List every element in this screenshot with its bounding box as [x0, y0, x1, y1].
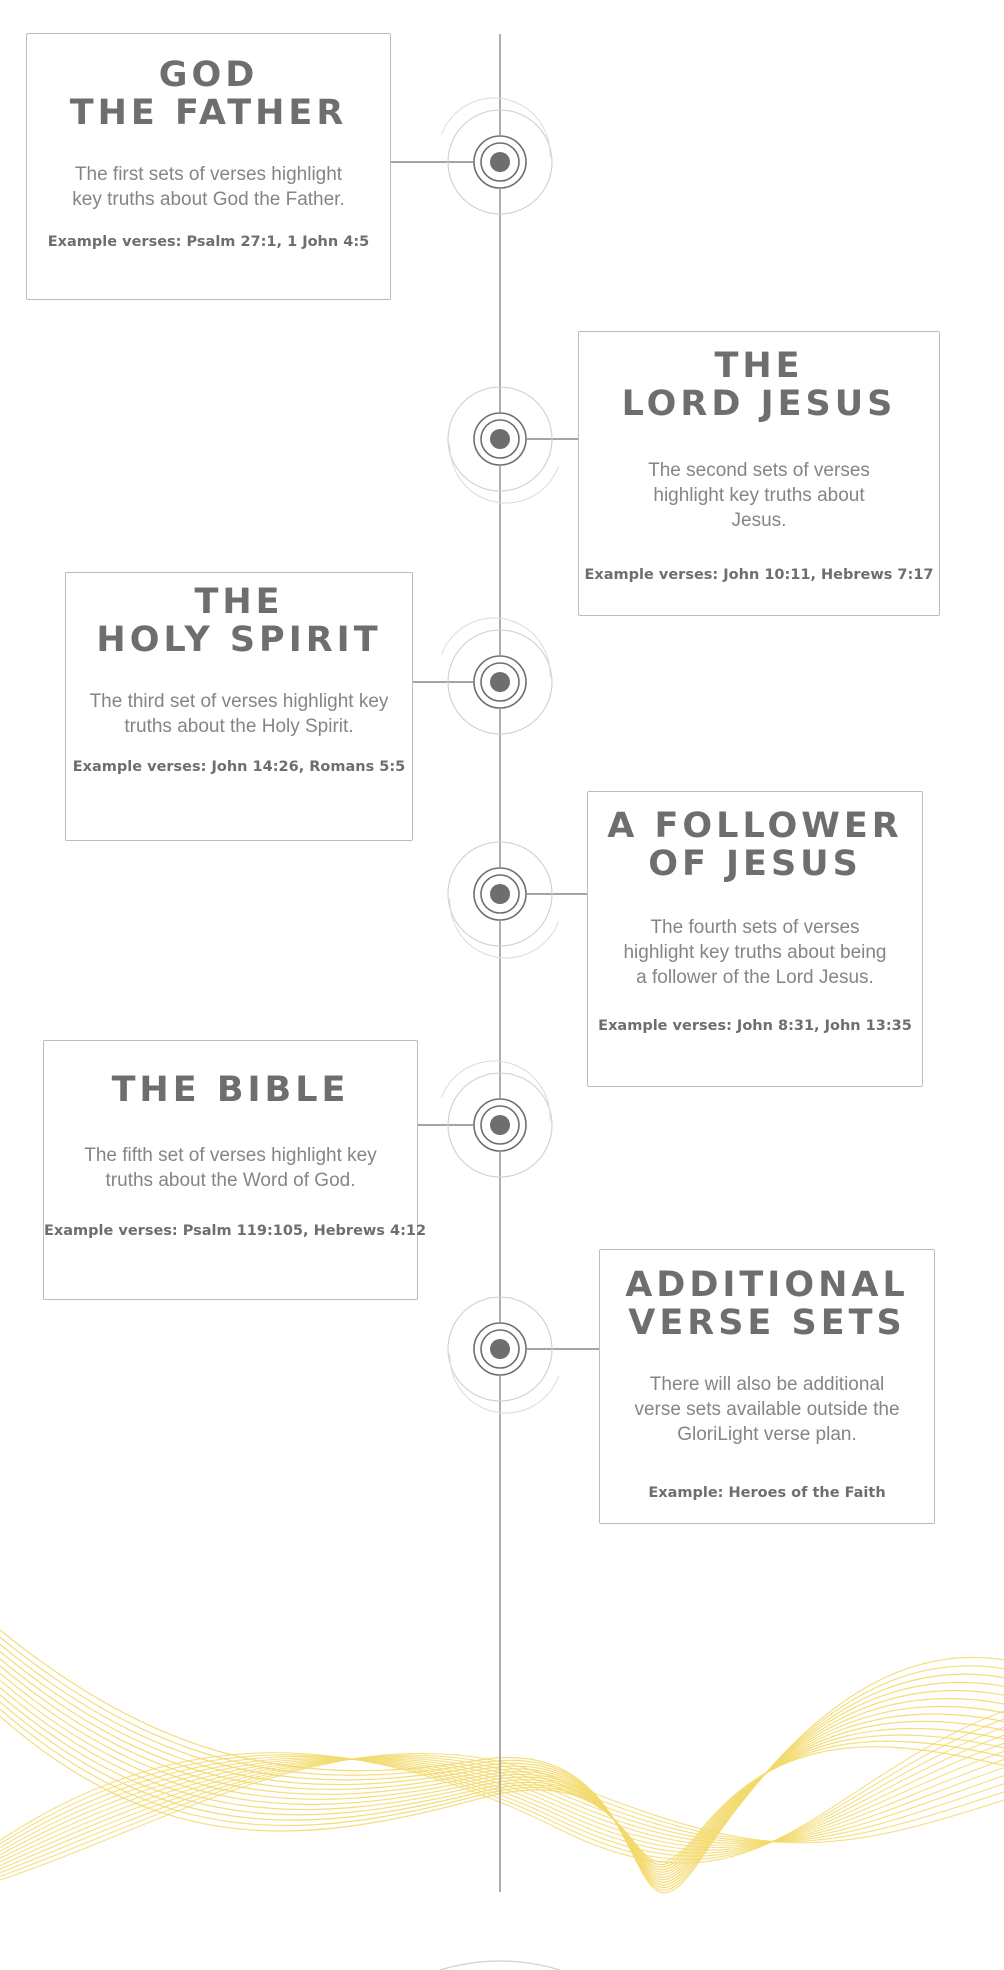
card-examples: Example verses: Psalm 27:1, 1 John 4:5 [47, 234, 370, 250]
card-additional-verse-sets [599, 1249, 935, 1524]
card-title-line: THE [714, 346, 804, 386]
node-center-dot [490, 672, 510, 692]
card-title-line: GOD [158, 55, 259, 95]
card-god-the-father [26, 33, 391, 300]
card-examples: Example verses: John 14:26, Romans 5:5 [72, 759, 406, 775]
card-a-follower-of-jesus [587, 791, 923, 1087]
wave-line [0, 1688, 1004, 1873]
card-examples: Example verses: John 10:11, Hebrews 7:17 [584, 567, 934, 583]
timeline-node [422, 1045, 566, 1189]
card-description: The second sets of verses highlight key truths about Jesus. [648, 460, 870, 531]
card-title [588, 792, 922, 883]
wave-line [0, 1680, 1004, 1874]
card-examples: Example verses: Psalm 119:105, Hebrews 4:12 [44, 1223, 427, 1239]
card-title-line: OF JESUS [648, 844, 862, 884]
decorative-waves [0, 1630, 1004, 1893]
node-center-dot [490, 429, 510, 449]
card-title-line: LORD JESUS [621, 384, 897, 424]
card-description: The fifth set of verses highlight key truths about the Word of God. [84, 1145, 377, 1191]
node-center-dot [490, 1115, 510, 1135]
timeline-node [422, 602, 566, 746]
wave-line [0, 1652, 1004, 1885]
card-description: There will also be additional verse sets available outside the GloriLight verse plan. [634, 1374, 900, 1445]
timeline-node [434, 375, 578, 519]
card-title [66, 573, 412, 659]
wave-line [0, 1659, 1004, 1883]
bottom-partial-ring [440, 1961, 560, 1970]
card-title-line: THE BIBLE [111, 1070, 350, 1110]
card-the-lord-jesus [578, 331, 940, 616]
timeline-node [434, 1285, 578, 1429]
wave-line [0, 1630, 1004, 1893]
card-title [600, 1250, 934, 1342]
node-center-dot [490, 884, 510, 904]
timeline-node [422, 82, 566, 226]
card-title [27, 34, 390, 132]
card-description: The third set of verses highlight key truths about the Holy Spirit. [89, 691, 389, 737]
card-the-holy-spirit [65, 572, 413, 841]
card-title-line: THE [194, 582, 284, 622]
card-the-bible [43, 1040, 427, 1300]
node-center-dot [490, 1339, 510, 1359]
node-center-dot [490, 152, 510, 172]
card-title [44, 1041, 417, 1109]
card-description: The first sets of verses highlight key truths about God the Father. [72, 164, 345, 210]
card-title [579, 332, 939, 423]
card-title-line: ADDITIONAL [625, 1265, 909, 1305]
timeline-node [434, 830, 578, 974]
card-title-line: A FOLLOWER [607, 806, 903, 846]
card-description: The fourth sets of verses highlight key truths about being a follower of the Lord Jesus. [623, 917, 887, 988]
card-examples: Example: Heroes of the Faith [648, 1485, 886, 1501]
card-title-line: VERSE SETS [628, 1303, 906, 1343]
card-title-line: THE FATHER [69, 93, 348, 133]
card-title-line: HOLY SPIRIT [96, 620, 382, 660]
card-examples: Example verses: John 8:31, John 13:35 [598, 1018, 912, 1034]
